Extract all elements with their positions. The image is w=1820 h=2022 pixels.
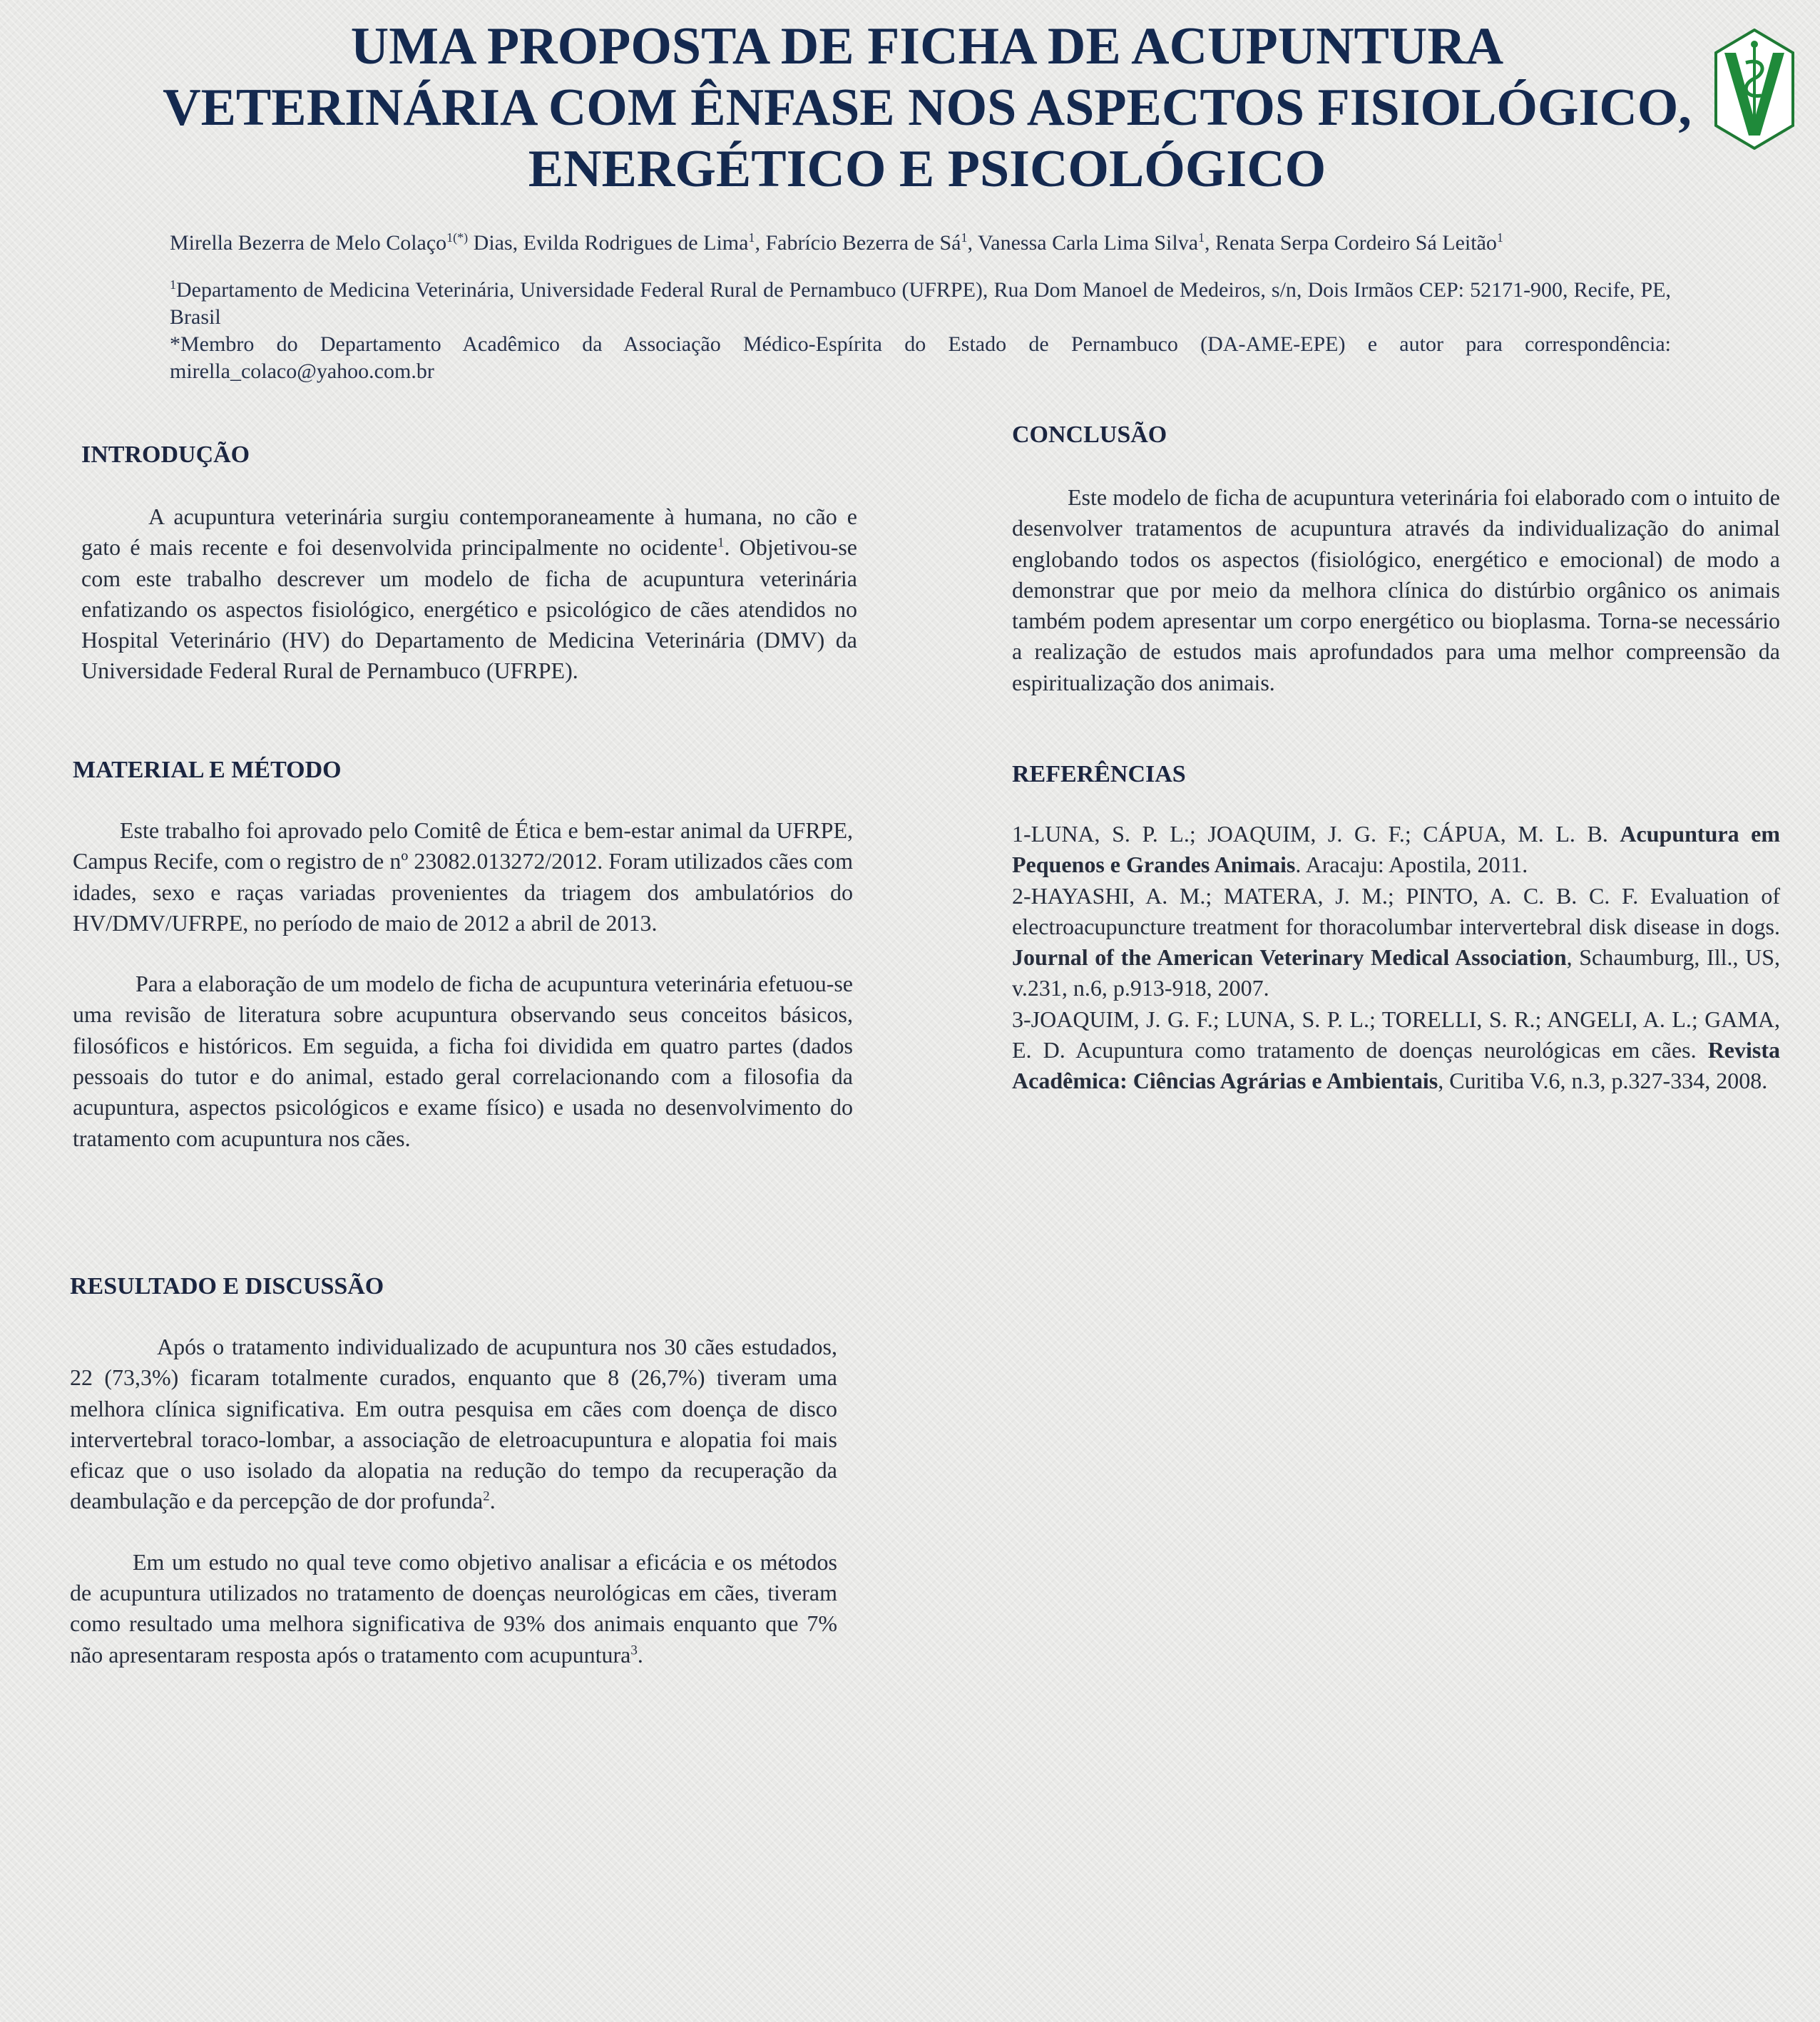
paragraph: Após o tratamento individualizado de acupuntura nos 30 cães estudados, 22 (73,3%) ficaram totalmente curados, enquanto que 8 (26,7%) tiveram uma melhora clínica significativa. Em outra pesquisa em cães com doença de disco intervertebral toraco-lombar, a associação de eletroacupuntura e alopatia foi mais eficaz que o uso isolado da alopatia na redução do tempo da recuperação da deambulação e da percepção de dor profunda$^2$. [70, 1334, 837, 1514]
section-resultado-discussao [70, 1272, 837, 1670]
title-line: ENERGÉTICO E PSICOLÓGICO [528, 140, 1326, 198]
section-conclusao [1012, 421, 1780, 698]
section-material-metodo [73, 756, 853, 1154]
affiliation-text: $^1$Departamento de Medicina Veterinária, Universidade Federal Rural de Pernambuco (UFRPE), Rua Dom Manoel de Medeiros, s/n, Dois Irmãos CEP: 52171-900, Recife, PE, Brasil [170, 277, 1671, 329]
paragraph: Este modelo de ficha de acupuntura veterinária foi elaborado com o intuito de desenvolver tratamentos de acupuntura através da individualização do animal englobando todos os aspectos (fisiológico, energético e emocional) de modo a demonstrar que por meio da melhora clínica do distúrbio orgânico os animais também podem apresentar um corpo energético ou bioplasma. Torna-se necessário a realização de estudos mais aprofundados para uma melhor compreensão da espiritualização dos animais. [1012, 484, 1780, 695]
title-line: UMA PROPOSTA DE FICHA DE ACUPUNTURA [350, 17, 1504, 76]
contact-email: mirella_colaco@yahoo.com.br [170, 359, 434, 383]
section-introducao [81, 441, 857, 687]
paragraph: Para a elaboração de um modelo de ficha de acupuntura veterinária efetuou-se uma revisão de literatura sobre acupuntura observando seus conceitos básicos, filosóficos e históricos. Em seguida, a ficha foi dividida em quatro partes (dados pessoais do tutor e do animal, estado geral correlacionando com a filosofia da acupuntura, aspectos psicológicos e exame físico) e usada no desenvolvimento do tratamento com acupuntura nos cães. [73, 971, 853, 1151]
affiliations [170, 271, 1671, 385]
author-list: Mirella Bezerra de Melo Colaço$^{1(*)}$ Dias, Evilda Rodrigues de Lima$^1$, Fabrício Bezerra de $Sá^1$, Vanessa Carla Lima Silva$^1$, Renata Serpa Cordeiro Sá Leitão$^1$ [170, 230, 1503, 255]
reference-item: 1-LUNA, S. P. L.; JOAQUIM, J. G. F.; CÁPUA, M. L. B. Acupuntura em Pequenos e Grandes Animais. Aracaju: Apostila, 2011. [1012, 821, 1781, 878]
section-heading: MATERIAL E MÉTODO [73, 757, 342, 783]
poster-title [143, 16, 1712, 200]
section-heading: INTRODUÇÃO [81, 441, 250, 468]
section-heading: REFERÊNCIAS [1012, 761, 1186, 787]
veterinary-logo-icon [1714, 29, 1794, 150]
reference-item: 2-HAYASHI, A. M.; MATERA, J. M.; PINTO, A. C. B. C. F. Evaluation of electroacupuncture treatment for thoracolumbar intervertebral disk disease in dogs. Journal of the American Veterinary Medical Association, Schaumburg, Ill., US, v.231, n.6, p.913-918, 2007. [1012, 882, 1781, 1001]
paragraph: A acupuntura veterinária surgiu contemporaneamente à humana, no cão e gato é mais recente e foi desenvolvida principalmente no ocidente$^1$. Objetivou-se com este trabalho descrever um modelo de ficha de acupuntura veterinária enfatizando os aspectos fisiológico, energético e psicológico de cães atendidos no Hospital Veterinário (HV) do Departamento de Medicina Veterinária (DMV) da Universidade Federal Rural de Pernambuco (UFRPE). [81, 504, 858, 684]
paragraph: Em um estudo no qual teve como objetivo analisar a eficácia e os métodos de acupuntura utilizados no tratamento de doenças neurológicas em cães, tiveram como resultado uma melhora significativa de 93% dos animais enquanto que 7% não apresentaram resposta após o tratamento com acupuntura$^3$. [70, 1548, 837, 1668]
section-heading: RESULTADO E DISCUSSÃO [70, 1273, 384, 1300]
reference-item: 3-JOAQUIM, J. G. F.; LUNA, S. P. L.; TORELLI, S. R.; ANGELI, A. L.; GAMA, E. D. Acupuntura como tratamento de doenças neurológicas em cães. Revista Acadêmica: Ciências Agrárias e Ambientais, Curitiba V.6, n.3, p.327-334, 2008. [1012, 1006, 1780, 1094]
title-line: VETERINÁRIA COM ÊNFASE NOS ASPECTOS FISIOLÓGICO, [163, 78, 1692, 137]
section-referencias [1012, 760, 1780, 1097]
member-note: *Membro do Departamento Acadêmico da Associação Médico-Espírita do Estado de Pernambuco (DA-AME-EPE) e autor para correspondência: [170, 332, 1671, 356]
section-heading: CONCLUSÃO [1012, 422, 1167, 448]
paragraph: Este trabalho foi aprovado pelo Comitê de Ética e bem-estar animal da UFRPE, Campus Recife, com o registro de nº 23082.013272/2012. Foram utilizados cães com idades, sexo e raças variadas provenientes da triagem dos ambulatórios do HV/DMV/UFRPE, no período de maio de 2012 a abril de 2013. [73, 817, 853, 936]
